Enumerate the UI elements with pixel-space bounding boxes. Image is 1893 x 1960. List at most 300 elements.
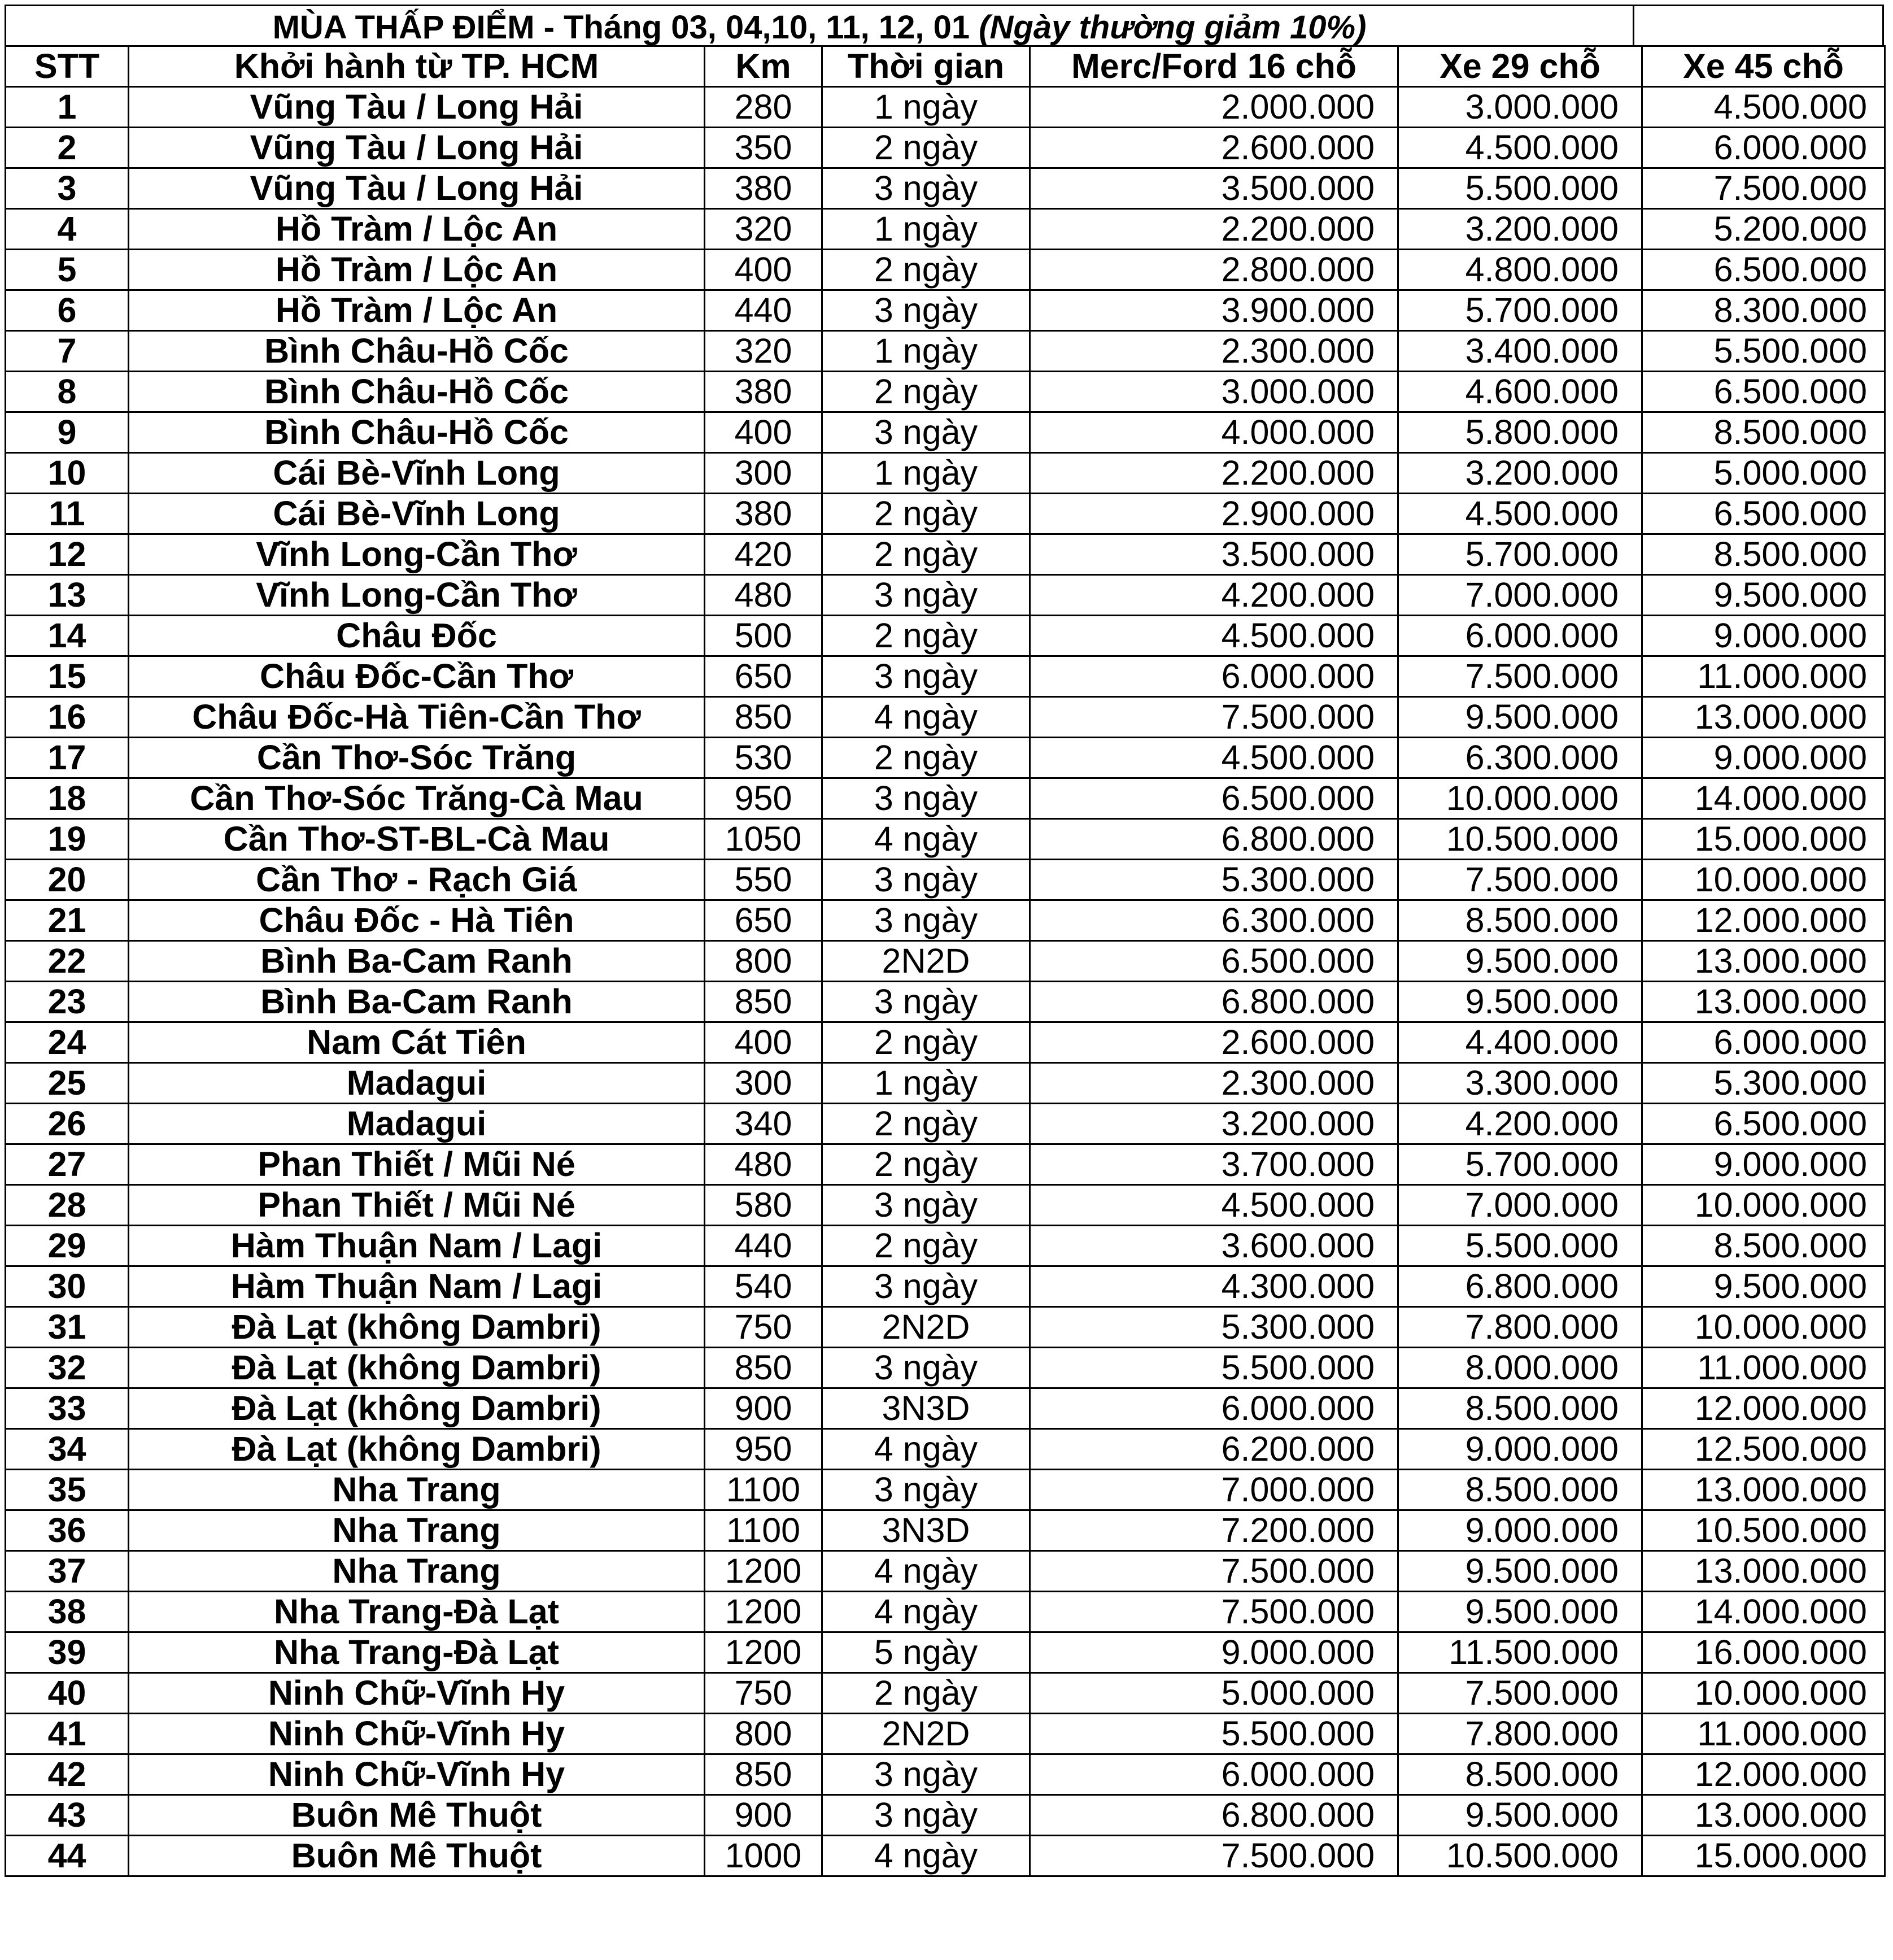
cell-route: Châu Đốc-Hà Tiên-Cần Thơ <box>129 697 705 738</box>
cell-km: 480 <box>705 575 822 616</box>
cell-price-29: 6.300.000 <box>1398 738 1642 778</box>
cell-price-45: 6.500.000 <box>1642 494 1885 534</box>
cell-route: Bình Ba-Cam Ranh <box>129 941 705 982</box>
cell-price-16: 6.800.000 <box>1030 819 1398 860</box>
cell-price-29: 9.000.000 <box>1398 1429 1642 1470</box>
cell-price-45: 10.500.000 <box>1642 1510 1885 1551</box>
cell-stt: 14 <box>6 616 129 656</box>
cell-route: Đà Lạt (không Dambri) <box>129 1307 705 1348</box>
table-row <box>6 1266 1885 1307</box>
cell-price-45: 9.000.000 <box>1642 1144 1885 1185</box>
cell-km: 850 <box>705 1348 822 1388</box>
cell-route: Đà Lạt (không Dambri) <box>129 1348 705 1388</box>
cell-price-16: 4.500.000 <box>1030 1185 1398 1226</box>
cell-route: Nha Trang <box>129 1510 705 1551</box>
cell-stt: 2 <box>6 128 129 168</box>
cell-route: Châu Đốc <box>129 616 705 656</box>
cell-stt: 36 <box>6 1510 129 1551</box>
cell-price-16: 2.200.000 <box>1030 209 1398 250</box>
table-title <box>6 6 1633 47</box>
cell-duration: 3 ngày <box>822 982 1030 1022</box>
cell-route: Cần Thơ - Rạch Giá <box>129 860 705 900</box>
cell-duration: 4 ngày <box>822 1551 1030 1592</box>
cell-price-29: 7.500.000 <box>1398 1673 1642 1714</box>
cell-price-45: 12.000.000 <box>1642 900 1885 941</box>
cell-duration: 2 ngày <box>822 1673 1030 1714</box>
table-row <box>6 819 1885 860</box>
cell-duration: 3 ngày <box>822 1470 1030 1510</box>
cell-duration: 5 ngày <box>822 1632 1030 1673</box>
cell-duration: 1 ngày <box>822 453 1030 494</box>
cell-duration: 4 ngày <box>822 1429 1030 1470</box>
cell-route: Nha Trang <box>129 1551 705 1592</box>
cell-price-45: 13.000.000 <box>1642 697 1885 738</box>
cell-price-45: 8.500.000 <box>1642 1226 1885 1266</box>
table-row <box>6 738 1885 778</box>
cell-price-16: 7.500.000 <box>1030 1592 1398 1632</box>
cell-km: 1050 <box>705 819 822 860</box>
cell-km: 530 <box>705 738 822 778</box>
cell-price-45: 10.000.000 <box>1642 1673 1885 1714</box>
table-row <box>6 1673 1885 1714</box>
cell-price-29: 5.700.000 <box>1398 1144 1642 1185</box>
cell-route: Ninh Chữ-Vĩnh Hy <box>129 1714 705 1754</box>
cell-price-29: 9.500.000 <box>1398 1592 1642 1632</box>
cell-route: Đà Lạt (không Dambri) <box>129 1429 705 1470</box>
table-row <box>6 494 1885 534</box>
cell-route: Buôn Mê Thuột <box>129 1795 705 1836</box>
cell-stt: 28 <box>6 1185 129 1226</box>
cell-km: 550 <box>705 860 822 900</box>
cell-duration: 3N3D <box>822 1388 1030 1429</box>
table-row <box>6 168 1885 209</box>
cell-price-29: 7.000.000 <box>1398 1185 1642 1226</box>
cell-route: Hồ Tràm / Lộc An <box>129 290 705 331</box>
cell-price-45: 12.000.000 <box>1642 1388 1885 1429</box>
cell-route: Vĩnh Long-Cần Thơ <box>129 534 705 575</box>
cell-price-16: 4.000.000 <box>1030 412 1398 453</box>
cell-price-16: 7.200.000 <box>1030 1510 1398 1551</box>
cell-km: 420 <box>705 534 822 575</box>
cell-duration: 3 ngày <box>822 412 1030 453</box>
table-row <box>6 616 1885 656</box>
cell-stt: 16 <box>6 697 129 738</box>
cell-stt: 22 <box>6 941 129 982</box>
cell-price-16: 3.500.000 <box>1030 534 1398 575</box>
table-row <box>6 412 1885 453</box>
table-row <box>6 1429 1885 1470</box>
cell-route: Vũng Tàu / Long Hải <box>129 128 705 168</box>
cell-duration: 3 ngày <box>822 1185 1030 1226</box>
cell-duration: 1 ngày <box>822 1063 1030 1104</box>
cell-price-45: 8.500.000 <box>1642 534 1885 575</box>
cell-duration: 2 ngày <box>822 494 1030 534</box>
title-row <box>5 5 1884 45</box>
cell-price-29: 5.500.000 <box>1398 168 1642 209</box>
cell-route: Châu Đốc-Cần Thơ <box>129 656 705 697</box>
cell-price-45: 14.000.000 <box>1642 778 1885 819</box>
cell-stt: 35 <box>6 1470 129 1510</box>
cell-price-16: 6.500.000 <box>1030 778 1398 819</box>
cell-km: 650 <box>705 656 822 697</box>
cell-stt: 9 <box>6 412 129 453</box>
cell-stt: 31 <box>6 1307 129 1348</box>
cell-price-45: 6.000.000 <box>1642 128 1885 168</box>
cell-duration: 1 ngày <box>822 87 1030 128</box>
cell-km: 280 <box>705 87 822 128</box>
cell-km: 850 <box>705 1754 822 1795</box>
cell-duration: 2 ngày <box>822 250 1030 290</box>
cell-price-45: 13.000.000 <box>1642 1551 1885 1592</box>
table-row <box>6 1185 1885 1226</box>
cell-price-16: 2.900.000 <box>1030 494 1398 534</box>
cell-km: 380 <box>705 168 822 209</box>
cell-km: 800 <box>705 1714 822 1754</box>
cell-price-16: 3.200.000 <box>1030 1104 1398 1144</box>
cell-route: Vĩnh Long-Cần Thơ <box>129 575 705 616</box>
cell-duration: 3 ngày <box>822 1266 1030 1307</box>
table-row <box>6 453 1885 494</box>
cell-price-45: 6.000.000 <box>1642 1022 1885 1063</box>
cell-price-29: 4.400.000 <box>1398 1022 1642 1063</box>
cell-route: Hồ Tràm / Lộc An <box>129 250 705 290</box>
table-row <box>6 941 1885 982</box>
cell-price-16: 7.000.000 <box>1030 1470 1398 1510</box>
cell-km: 380 <box>705 372 822 412</box>
cell-price-16: 5.500.000 <box>1030 1348 1398 1388</box>
cell-km: 1200 <box>705 1551 822 1592</box>
cell-stt: 15 <box>6 656 129 697</box>
cell-duration: 2N2D <box>822 1307 1030 1348</box>
cell-price-29: 5.800.000 <box>1398 412 1642 453</box>
title-main: MÙA THẤP ĐIỂM - Tháng 03, 04,10, 11, 12, 01 <box>272 9 979 46</box>
cell-stt: 32 <box>6 1348 129 1388</box>
table-row <box>6 1144 1885 1185</box>
table-row <box>6 1754 1885 1795</box>
cell-price-29: 3.400.000 <box>1398 331 1642 372</box>
cell-duration: 2 ngày <box>822 1226 1030 1266</box>
cell-stt: 26 <box>6 1104 129 1144</box>
header-price-16: Merc/Ford 16 chỗ <box>1030 46 1398 87</box>
cell-stt: 23 <box>6 982 129 1022</box>
cell-price-45: 4.500.000 <box>1642 87 1885 128</box>
cell-duration: 2N2D <box>822 941 1030 982</box>
cell-stt: 8 <box>6 372 129 412</box>
cell-duration: 3 ngày <box>822 1348 1030 1388</box>
cell-stt: 6 <box>6 290 129 331</box>
cell-stt: 3 <box>6 168 129 209</box>
cell-price-29: 9.000.000 <box>1398 1510 1642 1551</box>
cell-route: Cái Bè-Vĩnh Long <box>129 494 705 534</box>
cell-stt: 18 <box>6 778 129 819</box>
cell-km: 750 <box>705 1673 822 1714</box>
cell-price-16: 6.200.000 <box>1030 1429 1398 1470</box>
cell-km: 440 <box>705 1226 822 1266</box>
cell-price-45: 11.000.000 <box>1642 656 1885 697</box>
cell-price-16: 6.300.000 <box>1030 900 1398 941</box>
cell-price-29: 8.500.000 <box>1398 1388 1642 1429</box>
cell-price-45: 11.000.000 <box>1642 1714 1885 1754</box>
table-row <box>6 697 1885 738</box>
cell-price-45: 13.000.000 <box>1642 1470 1885 1510</box>
cell-price-45: 5.000.000 <box>1642 453 1885 494</box>
cell-price-45: 6.500.000 <box>1642 372 1885 412</box>
header-price-45: Xe 45 chỗ <box>1642 46 1885 87</box>
cell-stt: 30 <box>6 1266 129 1307</box>
cell-stt: 13 <box>6 575 129 616</box>
header-row <box>6 46 1885 87</box>
cell-price-16: 5.000.000 <box>1030 1673 1398 1714</box>
cell-duration: 3N3D <box>822 1510 1030 1551</box>
cell-price-16: 6.000.000 <box>1030 1754 1398 1795</box>
cell-duration: 2 ngày <box>822 738 1030 778</box>
cell-stt: 29 <box>6 1226 129 1266</box>
table-row <box>6 290 1885 331</box>
cell-stt: 20 <box>6 860 129 900</box>
cell-stt: 41 <box>6 1714 129 1754</box>
cell-km: 850 <box>705 982 822 1022</box>
cell-price-16: 7.500.000 <box>1030 1551 1398 1592</box>
cell-stt: 25 <box>6 1063 129 1104</box>
cell-route: Phan Thiết / Mũi Né <box>129 1185 705 1226</box>
cell-km: 400 <box>705 412 822 453</box>
table-row <box>6 1632 1885 1673</box>
cell-route: Ninh Chữ-Vĩnh Hy <box>129 1673 705 1714</box>
cell-duration: 3 ngày <box>822 900 1030 941</box>
table-row <box>6 575 1885 616</box>
cell-price-45: 5.200.000 <box>1642 209 1885 250</box>
cell-price-16: 4.300.000 <box>1030 1266 1398 1307</box>
cell-route: Bình Châu-Hồ Cốc <box>129 412 705 453</box>
cell-price-29: 5.500.000 <box>1398 1226 1642 1266</box>
cell-duration: 4 ngày <box>822 1836 1030 1876</box>
cell-duration: 2 ngày <box>822 616 1030 656</box>
cell-km: 900 <box>705 1795 822 1836</box>
cell-price-16: 2.800.000 <box>1030 250 1398 290</box>
cell-price-45: 6.500.000 <box>1642 1104 1885 1144</box>
cell-km: 650 <box>705 900 822 941</box>
cell-price-16: 6.800.000 <box>1030 1795 1398 1836</box>
cell-price-16: 2.600.000 <box>1030 1022 1398 1063</box>
cell-duration: 3 ngày <box>822 778 1030 819</box>
cell-price-29: 4.200.000 <box>1398 1104 1642 1144</box>
cell-price-29: 3.000.000 <box>1398 87 1642 128</box>
table-row <box>6 656 1885 697</box>
cell-price-29: 5.700.000 <box>1398 534 1642 575</box>
cell-price-16: 3.500.000 <box>1030 168 1398 209</box>
cell-price-16: 6.000.000 <box>1030 656 1398 697</box>
cell-price-29: 3.300.000 <box>1398 1063 1642 1104</box>
cell-price-45: 10.000.000 <box>1642 1185 1885 1226</box>
cell-route: Cái Bè-Vĩnh Long <box>129 453 705 494</box>
cell-stt: 27 <box>6 1144 129 1185</box>
cell-stt: 39 <box>6 1632 129 1673</box>
cell-km: 1100 <box>705 1470 822 1510</box>
cell-route: Cần Thơ-Sóc Trăng-Cà Mau <box>129 778 705 819</box>
cell-km: 580 <box>705 1185 822 1226</box>
cell-route: Hàm Thuận Nam / Lagi <box>129 1226 705 1266</box>
table-row <box>6 372 1885 412</box>
cell-duration: 3 ngày <box>822 1754 1030 1795</box>
cell-price-45: 16.000.000 <box>1642 1632 1885 1673</box>
cell-price-29: 10.500.000 <box>1398 1836 1642 1876</box>
cell-price-16: 7.500.000 <box>1030 1836 1398 1876</box>
cell-price-16: 3.600.000 <box>1030 1226 1398 1266</box>
cell-price-29: 10.000.000 <box>1398 778 1642 819</box>
cell-route: Nha Trang-Đà Lạt <box>129 1632 705 1673</box>
cell-price-45: 15.000.000 <box>1642 1836 1885 1876</box>
cell-duration: 3 ngày <box>822 290 1030 331</box>
cell-km: 1200 <box>705 1632 822 1673</box>
table-row <box>6 1510 1885 1551</box>
table-row <box>6 1022 1885 1063</box>
cell-price-29: 7.500.000 <box>1398 656 1642 697</box>
cell-price-45: 13.000.000 <box>1642 941 1885 982</box>
cell-route: Nha Trang <box>129 1470 705 1510</box>
title-divider <box>1633 6 1634 47</box>
cell-price-29: 7.800.000 <box>1398 1714 1642 1754</box>
table-row <box>6 778 1885 819</box>
cell-km: 900 <box>705 1388 822 1429</box>
cell-duration: 2 ngày <box>822 372 1030 412</box>
table-body <box>6 87 1885 1876</box>
table-row <box>6 860 1885 900</box>
cell-km: 500 <box>705 616 822 656</box>
table-row <box>6 1795 1885 1836</box>
cell-price-45: 7.500.000 <box>1642 168 1885 209</box>
cell-price-16: 2.600.000 <box>1030 128 1398 168</box>
header-km: Km <box>705 46 822 87</box>
price-sheet <box>5 5 1884 1877</box>
cell-price-29: 6.800.000 <box>1398 1266 1642 1307</box>
table-row <box>6 128 1885 168</box>
cell-price-29: 9.500.000 <box>1398 1795 1642 1836</box>
table-row <box>6 1836 1885 1876</box>
cell-route: Bình Châu-Hồ Cốc <box>129 331 705 372</box>
cell-duration: 4 ngày <box>822 697 1030 738</box>
cell-stt: 11 <box>6 494 129 534</box>
cell-km: 300 <box>705 453 822 494</box>
cell-duration: 2 ngày <box>822 1022 1030 1063</box>
cell-price-29: 3.200.000 <box>1398 453 1642 494</box>
cell-price-16: 3.700.000 <box>1030 1144 1398 1185</box>
cell-km: 440 <box>705 290 822 331</box>
cell-price-16: 5.300.000 <box>1030 1307 1398 1348</box>
cell-price-29: 4.500.000 <box>1398 128 1642 168</box>
cell-price-29: 8.500.000 <box>1398 1754 1642 1795</box>
cell-price-29: 6.000.000 <box>1398 616 1642 656</box>
table-row <box>6 209 1885 250</box>
cell-stt: 17 <box>6 738 129 778</box>
cell-price-45: 8.300.000 <box>1642 290 1885 331</box>
cell-price-29: 4.600.000 <box>1398 372 1642 412</box>
cell-route: Madagui <box>129 1104 705 1144</box>
cell-stt: 38 <box>6 1592 129 1632</box>
cell-price-16: 5.300.000 <box>1030 860 1398 900</box>
cell-km: 480 <box>705 1144 822 1185</box>
cell-price-16: 6.000.000 <box>1030 1388 1398 1429</box>
cell-price-45: 9.500.000 <box>1642 1266 1885 1307</box>
cell-price-29: 5.700.000 <box>1398 290 1642 331</box>
cell-stt: 12 <box>6 534 129 575</box>
cell-price-29: 9.500.000 <box>1398 697 1642 738</box>
cell-price-29: 8.000.000 <box>1398 1348 1642 1388</box>
cell-price-45: 15.000.000 <box>1642 819 1885 860</box>
cell-duration: 3 ngày <box>822 168 1030 209</box>
cell-km: 850 <box>705 697 822 738</box>
cell-price-29: 10.500.000 <box>1398 819 1642 860</box>
header-price-29: Xe 29 chỗ <box>1398 46 1642 87</box>
cell-route: Châu Đốc - Hà Tiên <box>129 900 705 941</box>
cell-price-16: 2.200.000 <box>1030 453 1398 494</box>
cell-km: 350 <box>705 128 822 168</box>
header-stt: STT <box>6 46 129 87</box>
cell-price-16: 7.500.000 <box>1030 697 1398 738</box>
table-row <box>6 1388 1885 1429</box>
cell-price-16: 5.500.000 <box>1030 1714 1398 1754</box>
cell-price-29: 8.500.000 <box>1398 1470 1642 1510</box>
cell-km: 1000 <box>705 1836 822 1876</box>
cell-duration: 3 ngày <box>822 1795 1030 1836</box>
cell-price-45: 12.000.000 <box>1642 1754 1885 1795</box>
table-row <box>6 1470 1885 1510</box>
cell-price-16: 2.000.000 <box>1030 87 1398 128</box>
cell-route: Bình Ba-Cam Ranh <box>129 982 705 1022</box>
cell-price-16: 3.900.000 <box>1030 290 1398 331</box>
cell-km: 540 <box>705 1266 822 1307</box>
cell-stt: 4 <box>6 209 129 250</box>
cell-km: 950 <box>705 778 822 819</box>
cell-route: Hàm Thuận Nam / Lagi <box>129 1266 705 1307</box>
header-duration: Thời gian <box>822 46 1030 87</box>
cell-price-45: 10.000.000 <box>1642 860 1885 900</box>
cell-duration: 2 ngày <box>822 128 1030 168</box>
table-row <box>6 1348 1885 1388</box>
table-row <box>6 1714 1885 1754</box>
cell-route: Cần Thơ-ST-BL-Cà Mau <box>129 819 705 860</box>
cell-route: Cần Thơ-Sóc Trăng <box>129 738 705 778</box>
cell-price-45: 11.000.000 <box>1642 1348 1885 1388</box>
cell-price-16: 4.500.000 <box>1030 616 1398 656</box>
cell-route: Phan Thiết / Mũi Né <box>129 1144 705 1185</box>
cell-route: Ninh Chữ-Vĩnh Hy <box>129 1754 705 1795</box>
cell-route: Madagui <box>129 1063 705 1104</box>
cell-price-45: 10.000.000 <box>1642 1307 1885 1348</box>
table-row <box>6 1592 1885 1632</box>
table-row <box>6 1104 1885 1144</box>
table-row <box>6 534 1885 575</box>
cell-km: 300 <box>705 1063 822 1104</box>
cell-duration: 2 ngày <box>822 1104 1030 1144</box>
cell-duration: 2N2D <box>822 1714 1030 1754</box>
cell-km: 320 <box>705 209 822 250</box>
cell-km: 800 <box>705 941 822 982</box>
cell-stt: 24 <box>6 1022 129 1063</box>
cell-price-29: 9.500.000 <box>1398 982 1642 1022</box>
cell-route: Nha Trang-Đà Lạt <box>129 1592 705 1632</box>
cell-stt: 42 <box>6 1754 129 1795</box>
cell-price-16: 4.200.000 <box>1030 575 1398 616</box>
cell-km: 400 <box>705 1022 822 1063</box>
cell-price-16: 6.800.000 <box>1030 982 1398 1022</box>
cell-route: Buôn Mê Thuột <box>129 1836 705 1876</box>
cell-route: Đà Lạt (không Dambri) <box>129 1388 705 1429</box>
cell-price-45: 13.000.000 <box>1642 982 1885 1022</box>
cell-stt: 40 <box>6 1673 129 1714</box>
header-route: Khởi hành từ TP. HCM <box>129 46 705 87</box>
cell-price-45: 5.500.000 <box>1642 331 1885 372</box>
cell-price-29: 4.800.000 <box>1398 250 1642 290</box>
